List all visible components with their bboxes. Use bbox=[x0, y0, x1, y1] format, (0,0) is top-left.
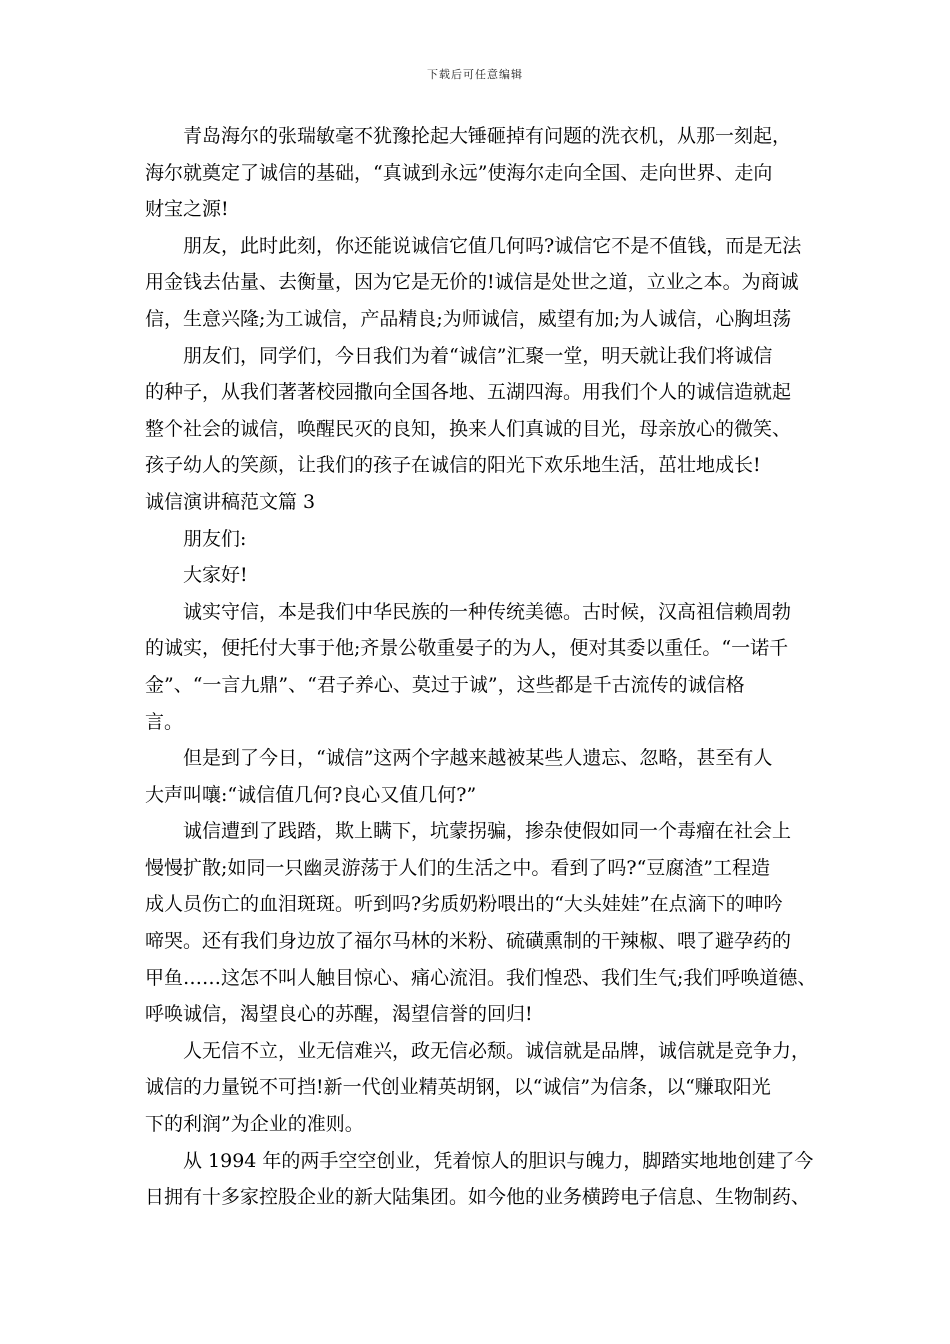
salutation: 朋友们: bbox=[183, 527, 247, 550]
text-line: 慢慢扩散;如同一只幽灵游荡于人们的生活之中。看到了吗?“豆腐渣”工程造 bbox=[145, 856, 771, 879]
text-line: 大声叫嚷:“诚信值几何?良心又值几何?” bbox=[145, 783, 477, 806]
text-line: 诚信的力量锐不可挡!新一代创业精英胡钢，以“诚信”为信条，以“赚取阳光 bbox=[145, 1076, 771, 1099]
page-header: 下载后可任意编辑 bbox=[427, 68, 523, 81]
text-line: 成人员伤亡的血泪斑斑。听到吗?劣质奶粉喂出的“大头娃娃”在点滴下的呻吟 bbox=[145, 893, 783, 916]
section-heading: 诚信演讲稿范文篇 3 bbox=[145, 490, 316, 513]
text-line: 朋友们，同学们，今日我们为着“诚信”汇聚一堂，明天就让我们将诚信 bbox=[183, 344, 773, 367]
text-line: 孩子幼人的笑颜，让我们的孩子在诚信的阳光下欢乐地生活，茁壮地成长! bbox=[145, 454, 761, 477]
text-line: 青岛海尔的张瑞敏毫不犹豫抡起大锤砸掉有问题的洗衣机，从那一刻起， bbox=[183, 125, 792, 147]
text-line: 从 1994 年的两手空空创业，凭着惊人的胆识与魄力，脚踏实地地创建了今 bbox=[183, 1149, 814, 1172]
text-line: 整个社会的诚信，唤醒民灭的良知，换来人们真诚的目光，母亲放心的微笑、 bbox=[145, 417, 792, 440]
text-line: 言。 bbox=[145, 710, 184, 733]
text-line: 但是到了今日，“诚信”这两个字越来越被某些人遗忘、忽略，甚至有人 bbox=[183, 747, 773, 770]
text-line: 金”、“一言九鼎”、“君子养心、莫过于诚”，这些都是千古流传的诚信格 bbox=[145, 673, 745, 696]
text-line: 诚信遭到了践踏，欺上瞒下，坑蒙拐骗，掺杂使假如同一个毒瘤在社会上 bbox=[183, 820, 792, 843]
text-line: 啼哭。还有我们身边放了福尔马林的米粉、硫磺熏制的干辣椒、喂了避孕药的 bbox=[145, 930, 792, 953]
text-line: 的诚实，便托付大事于他;齐景公敬重晏子的为人，便对其委以重任。“一诺千 bbox=[145, 637, 789, 660]
document-body bbox=[145, 118, 835, 1216]
text-line: 的种子，从我们著著校园撒向全国各地、五湖四海。用我们个人的诚信造就起 bbox=[145, 381, 792, 404]
text-line: 海尔就奠定了诚信的基础，“真诚到永远”使海尔走向全国、走向世界、走向 bbox=[145, 161, 773, 184]
text-line: 朋友，此时此刻，你还能说诚信它值几何吗?诚信它不是不值钱，而是无法 bbox=[183, 234, 802, 257]
text-line: 甲鱼……这怎不叫人触目惊心、痛心流泪。我们惶恐、我们生气;我们呼唤道德、 bbox=[145, 966, 817, 989]
text-line: 下的利润”为企业的准则。 bbox=[145, 1113, 364, 1136]
text-line: 诚实守信，本是我们中华民族的一种传统美德。古时候，汉高祖信赖周勃 bbox=[183, 600, 792, 623]
text-line: 信，生意兴隆;为工诚信，产品精良;为师诚信，威望有加;为人诚信，心胸坦荡 bbox=[145, 307, 792, 330]
text-line: 人无信不立，业无信难兴，政无信必颓。诚信就是品牌，诚信就是竞争力， bbox=[183, 1039, 811, 1062]
text-line: 日拥有十多家控股企业的新大陆集团。如今他的业务横跨电子信息、生物制药、 bbox=[145, 1186, 811, 1209]
text-line: 财宝之源! bbox=[145, 198, 229, 221]
text-line: 呼唤诚信，渴望良心的苏醒，渴望信誉的回归! bbox=[145, 1003, 533, 1026]
text-line: 用金钱去估量、去衡量，因为它是无价的!诚信是处世之道，立业之本。为商诚 bbox=[145, 271, 799, 294]
greeting: 大家好! bbox=[183, 564, 248, 587]
